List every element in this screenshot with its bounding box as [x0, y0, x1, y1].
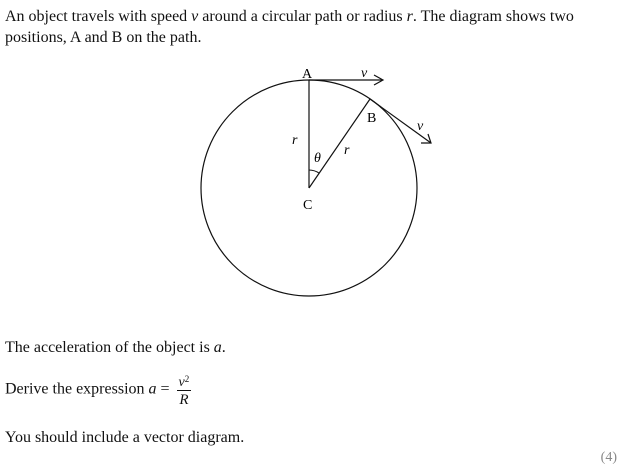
vector-diagram-instruction: You should include a vector diagram.: [5, 429, 245, 446]
acceleration-statement: The acceleration of the object is a.: [5, 339, 226, 356]
theta-angle-arc: [309, 170, 319, 173]
fraction-denominator: R: [177, 390, 192, 408]
radius-symbol: r: [406, 8, 413, 25]
velocity-arrow-at-A: [309, 75, 383, 85]
label-A: A: [302, 67, 313, 82]
fraction-numerator: $v^2$: [178, 374, 190, 390]
label-v-at-B: v: [417, 119, 424, 134]
label-r-CA: r: [292, 133, 298, 148]
radius-CB: [309, 99, 370, 188]
formula-fraction: [177, 372, 192, 408]
label-C: C: [303, 198, 313, 213]
derive-expression: Derive the expression a = $\frac{v^2}{R}$: [5, 374, 190, 408]
acceleration-symbol: a: [213, 339, 222, 356]
label-theta: θ: [314, 151, 321, 166]
speed-symbol: v: [191, 8, 199, 25]
label-r-CB: r: [344, 143, 350, 158]
marks-label: (4): [600, 450, 617, 465]
label-v-at-A: v: [361, 66, 368, 81]
question-intro: An object travels with speed v around a circular path or radius r. The diagram shows two positions, A and B on the path.: [5, 8, 574, 46]
label-B: B: [367, 111, 377, 126]
